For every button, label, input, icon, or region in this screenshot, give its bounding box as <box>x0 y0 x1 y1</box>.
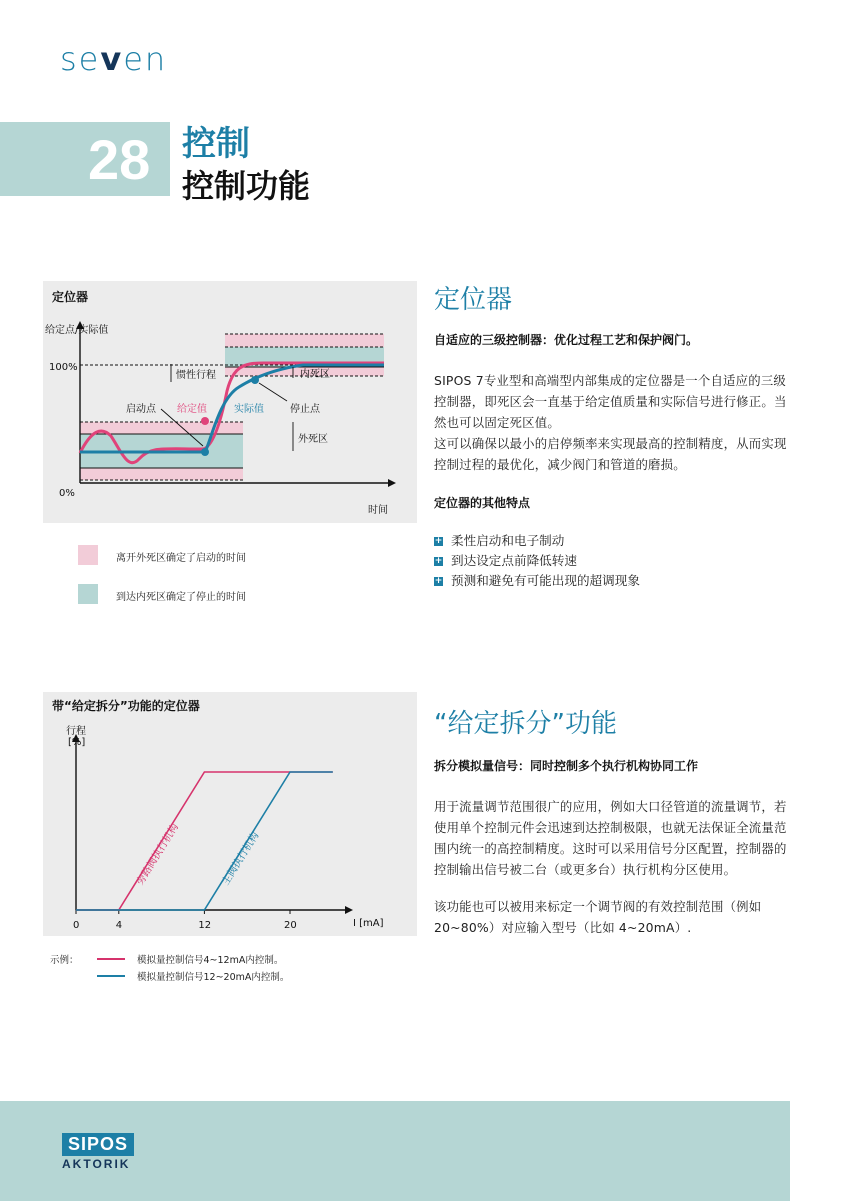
x-tick-label: 12 <box>198 920 212 931</box>
start-point-dot <box>201 448 209 456</box>
feature-item <box>434 551 640 571</box>
legend-swatch-pink <box>78 545 98 565</box>
stop-point-label: 停止点 <box>290 404 320 415</box>
stop-pointer <box>259 383 287 401</box>
positioner-diagram <box>43 281 417 523</box>
chapter-number: 28 <box>88 128 151 191</box>
bypass-valve-series-line <box>76 772 333 910</box>
logo-part-v: v <box>100 40 124 78</box>
y-0-label: 0% <box>59 488 75 499</box>
chapter-subtitle: 控制功能 <box>182 167 311 205</box>
bypass-valve-line-label: 旁路阀执行机构 <box>134 821 182 888</box>
feature-text: 预测和避免有可能出现的超调现象 <box>451 573 640 588</box>
aktorik-logo: AKTORIK <box>62 1157 131 1171</box>
split-legend-blue-text: 模拟量控制信号12~20mA内控制。 <box>137 972 290 983</box>
plus-icon: + <box>434 575 443 586</box>
main-valve-series-line <box>76 772 333 910</box>
main-valve-line-label: 主阀执行机构 <box>220 830 262 888</box>
positioner-features-list <box>434 531 640 591</box>
positioner-paragraph-1: SIPOS 7专业型和高端型内部集成的定位器是一个自适应的三级控制器，即死区会一直基于给定值质量和实际信号进行修正。当然也可以固定死区值。 <box>434 373 787 430</box>
logo-part-se: se <box>60 40 101 78</box>
seven-logo <box>60 40 167 78</box>
outer-deadband-label: 外死区 <box>298 434 328 445</box>
positioner-lead: 自适应的三级控制器：优化过程工艺和保护阀门。 <box>434 333 699 347</box>
plus-icon: + <box>434 535 443 546</box>
setpoint-label: 给定值 <box>177 404 207 415</box>
actual-value-label: 实际值 <box>234 404 264 415</box>
stop-point-dot <box>251 376 259 384</box>
split-legend-pink-text: 模拟量控制信号4~12mA内控制。 <box>137 955 284 966</box>
inertia-label: 惯性行程 <box>176 370 216 381</box>
positioner-heading: 定位器 <box>434 285 513 315</box>
feature-text: 到达设定点前降低转速 <box>451 553 577 568</box>
x-tick-label: 0 <box>73 920 80 931</box>
start-point-label: 启动点 <box>126 404 156 415</box>
split-range-chart <box>43 692 417 936</box>
positioner-diagram-title: 定位器 <box>52 290 89 304</box>
setpoint-dot <box>201 417 209 425</box>
x-tick-label: 4 <box>115 920 123 931</box>
split-y-label-2: [%] <box>68 737 86 748</box>
split-range-paragraph-2: 该功能也可以被用来标定一个调节阀的有效控制范围（例如20~80%）对应输入型号（比如 4~20mA）. <box>434 899 762 935</box>
split-y-label-1: 行程 <box>66 726 86 737</box>
positioner-features-title: 定位器的其他特点 <box>434 496 531 510</box>
sipos-logo: SIPOS <box>62 1133 134 1156</box>
inner-deadband-label: 内死区 <box>300 369 330 380</box>
feature-item <box>434 531 640 551</box>
x-axis-arrow <box>388 479 396 487</box>
split-x-axis-arrow <box>345 906 353 914</box>
legend-text-stop: 到达内死区确定了停止的时间 <box>116 592 246 603</box>
chapter-title: 控制 <box>182 124 250 164</box>
split-legend-prefix: 示例： <box>50 955 79 966</box>
y-axis-label: 给定点/实际值 <box>45 325 109 336</box>
plus-icon: + <box>434 555 443 566</box>
legend-swatch-teal <box>78 584 98 604</box>
legend-line-pink <box>97 958 125 960</box>
feature-item <box>434 571 640 591</box>
split-range-title: 带“给定拆分”功能的定位器 <box>52 699 200 713</box>
positioner-paragraph-2: 这可以确保以最小的启停频率来实现最高的控制精度，从而实现控制过程的最优化，减少阀门和管道的磨损。 <box>434 436 787 472</box>
x-axis-label: 时间 <box>368 505 388 516</box>
legend-line-blue <box>97 975 125 977</box>
logo-part-en: en <box>123 40 168 78</box>
legend-text-start: 离开外死区确定了启动的时间 <box>116 553 246 564</box>
split-range-paragraph-1: 用于流量调节范围很广的应用，例如大口径管道的流量调节，若使用单个控制元件会迅速到达控制极限，也就无法保证全流量范围内统一的高控制精度。这时可以采用信号分区配置，控制器的控制输出信号被二台（或更多台）执行机构分区使用。 <box>434 799 787 877</box>
y-100-label: 100% <box>49 362 78 373</box>
split-range-heading: “给定拆分”功能 <box>434 709 617 739</box>
split-x-label: I [mA] <box>353 918 384 929</box>
x-tick-label: 20 <box>284 920 297 931</box>
feature-text: 柔性启动和电子制动 <box>451 533 565 548</box>
split-range-lead: 拆分模拟量信号：同时控制多个执行机构协同工作 <box>434 759 699 773</box>
